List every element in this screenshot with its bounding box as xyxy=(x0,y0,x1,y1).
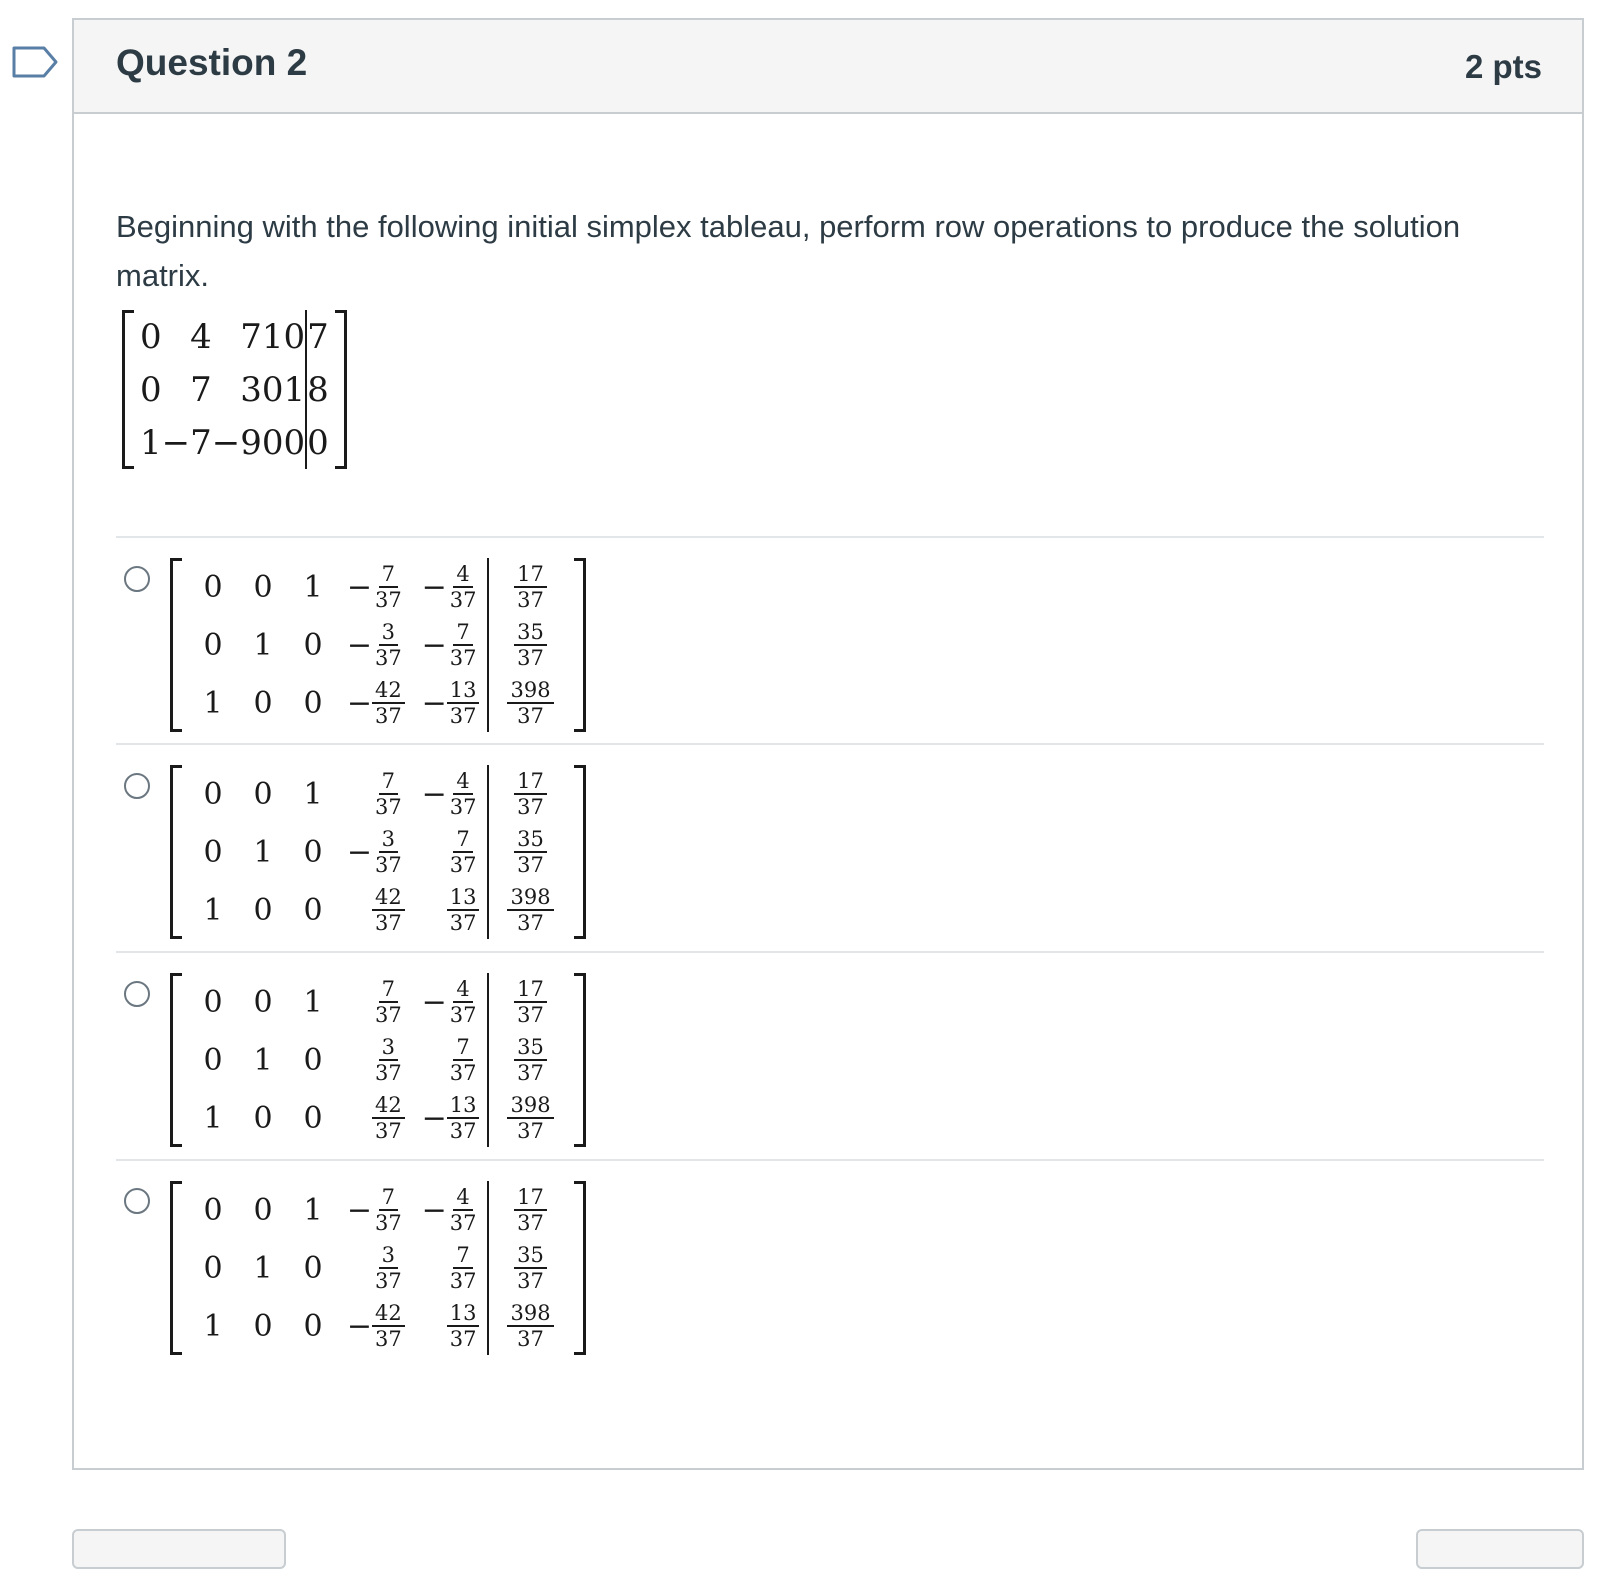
tableau-cell: 0 xyxy=(283,422,306,463)
answer-cell: 0 xyxy=(203,776,223,812)
answer-cell xyxy=(338,973,413,1031)
denominator: 37 xyxy=(449,911,477,935)
answer-cell: 1 xyxy=(203,892,223,928)
answer-row xyxy=(188,616,568,674)
question-header xyxy=(74,20,1582,114)
numerator: 398 xyxy=(507,885,553,911)
answer-cell xyxy=(338,1089,413,1147)
answer-cell: 0 xyxy=(303,892,323,928)
numerator: 3 xyxy=(379,1243,398,1269)
fraction xyxy=(514,1185,547,1235)
denominator: 37 xyxy=(449,1211,477,1235)
numerator: 7 xyxy=(453,620,472,646)
numerator: 398 xyxy=(507,678,553,704)
answer-cell: 1 xyxy=(253,1042,273,1078)
fraction xyxy=(372,620,405,670)
fraction xyxy=(372,769,405,819)
fraction xyxy=(372,678,405,728)
answer-cell xyxy=(413,1297,489,1355)
minus-sign: − xyxy=(421,627,447,663)
fraction xyxy=(447,1185,480,1235)
question-title: Question 2 xyxy=(116,42,308,83)
numerator: 17 xyxy=(514,769,547,795)
answer-cell: 0 xyxy=(253,984,273,1020)
fraction xyxy=(507,1301,553,1351)
numerator: 42 xyxy=(372,678,405,704)
answer-cell xyxy=(338,674,413,732)
answer-cell: 0 xyxy=(203,627,223,663)
answer-cell: 0 xyxy=(203,569,223,605)
answer-cell xyxy=(488,1031,567,1089)
minus-sign: − xyxy=(346,685,372,721)
answer-cell xyxy=(413,1031,489,1089)
answer-matrix-3 xyxy=(170,973,586,1147)
denominator: 37 xyxy=(375,1327,402,1351)
fraction xyxy=(372,1185,405,1235)
answer-cell xyxy=(488,616,567,674)
fraction xyxy=(514,562,547,612)
denominator: 37 xyxy=(517,1003,544,1027)
answer-cell xyxy=(488,1297,567,1355)
tableau-cell: 0 xyxy=(261,369,284,410)
answer-cell xyxy=(338,1297,413,1355)
numerator: 35 xyxy=(514,620,547,646)
fraction xyxy=(372,1093,405,1143)
answer-cell: 1 xyxy=(253,1250,273,1286)
fraction xyxy=(514,827,547,877)
answer-row xyxy=(188,1297,568,1355)
denominator: 37 xyxy=(517,1327,544,1351)
answer-cell xyxy=(488,1089,567,1147)
answer-cell xyxy=(338,881,413,939)
denominator: 37 xyxy=(517,1061,544,1085)
answer-matrix-4 xyxy=(170,1181,586,1355)
tableau-row xyxy=(140,416,329,469)
numerator: 398 xyxy=(507,1301,553,1327)
answer-cell: 0 xyxy=(253,1192,273,1228)
answer-cell: 0 xyxy=(303,834,323,870)
flag-question-icon[interactable] xyxy=(12,46,58,78)
answer-cell: 0 xyxy=(303,627,323,663)
answer-cell: 0 xyxy=(203,1250,223,1286)
denominator: 37 xyxy=(517,911,544,935)
question-prompt: Beginning with the following initial simplex tableau, perform row operations to produce the solution matrix. xyxy=(116,209,1461,293)
denominator: 37 xyxy=(517,704,544,728)
minus-sign: − xyxy=(346,1308,372,1344)
numerator: 7 xyxy=(453,1035,472,1061)
denominator: 37 xyxy=(449,795,477,819)
answer-cell: 1 xyxy=(303,1192,323,1228)
tableau-table xyxy=(140,310,329,469)
denominator: 37 xyxy=(449,1119,477,1143)
denominator: 37 xyxy=(517,1119,544,1143)
question-points: 2 pts xyxy=(1464,48,1542,85)
answer-cell: 0 xyxy=(253,776,273,812)
answer-divider xyxy=(116,743,1544,745)
tableau-cell: 7 xyxy=(240,316,262,357)
denominator: 37 xyxy=(375,704,402,728)
answer-cell xyxy=(413,1239,489,1297)
answer-cell xyxy=(488,558,567,616)
answer-cell xyxy=(338,765,413,823)
fraction xyxy=(372,885,405,935)
right-bracket xyxy=(574,558,586,732)
denominator: 37 xyxy=(375,1211,402,1235)
answer-radio-2[interactable] xyxy=(124,773,150,799)
answer-table xyxy=(188,973,568,1147)
answer-cell xyxy=(338,823,413,881)
tableau-row xyxy=(140,310,329,363)
numerator: 13 xyxy=(447,885,480,911)
answer-cell xyxy=(413,1181,489,1239)
answer-cell: 0 xyxy=(303,1250,323,1286)
answer-cell xyxy=(338,1239,413,1297)
tableau-cell: −9 xyxy=(211,422,262,463)
numerator: 17 xyxy=(514,977,547,1003)
answer-row xyxy=(188,765,568,823)
denominator: 37 xyxy=(375,1061,402,1085)
numerator: 13 xyxy=(447,678,480,704)
answer-cell: 1 xyxy=(203,1100,223,1136)
answer-table xyxy=(188,558,568,732)
answer-cell: 0 xyxy=(253,1100,273,1136)
minus-sign: − xyxy=(421,569,447,605)
fraction xyxy=(447,1093,480,1143)
left-bracket xyxy=(170,558,182,732)
fraction xyxy=(447,1301,480,1351)
previous-button[interactable] xyxy=(72,1529,286,1569)
numerator: 13 xyxy=(447,1093,480,1119)
right-bracket xyxy=(335,310,347,469)
denominator: 37 xyxy=(449,1061,477,1085)
left-bracket xyxy=(170,1181,182,1355)
answer-row xyxy=(188,1031,568,1089)
tableau-cell: 1 xyxy=(140,422,162,463)
answer-cell: 1 xyxy=(203,685,223,721)
tableau-cell: 1 xyxy=(283,369,306,410)
right-bracket xyxy=(574,1181,586,1355)
denominator: 37 xyxy=(449,853,477,877)
fraction xyxy=(447,678,480,728)
denominator: 37 xyxy=(517,588,544,612)
minus-sign: − xyxy=(346,569,372,605)
fraction xyxy=(372,1301,405,1351)
numerator: 4 xyxy=(453,562,472,588)
denominator: 37 xyxy=(375,853,402,877)
answer-table xyxy=(188,765,568,939)
numerator: 7 xyxy=(453,827,472,853)
answer-cell: 0 xyxy=(303,1308,323,1344)
tableau-row xyxy=(140,363,329,416)
fraction xyxy=(447,620,480,670)
fraction xyxy=(372,827,405,877)
answer-cell xyxy=(413,765,489,823)
minus-sign: − xyxy=(421,685,447,721)
numerator: 7 xyxy=(379,977,398,1003)
numerator: 17 xyxy=(514,1185,547,1211)
answer-radio-4[interactable] xyxy=(124,1188,150,1214)
answer-cell xyxy=(488,881,567,939)
fraction xyxy=(447,769,480,819)
right-bracket xyxy=(574,973,586,1147)
denominator: 37 xyxy=(449,704,477,728)
answer-cell: 0 xyxy=(303,1100,323,1136)
tableau-cell: 0 xyxy=(261,422,284,463)
minus-sign: − xyxy=(421,984,447,1020)
fraction xyxy=(447,1035,480,1085)
fraction xyxy=(514,977,547,1027)
numerator: 7 xyxy=(453,1243,472,1269)
numerator: 7 xyxy=(379,562,398,588)
fraction xyxy=(514,1035,547,1085)
numerator: 4 xyxy=(453,977,472,1003)
answer-cell: 0 xyxy=(203,1042,223,1078)
tableau-cell: 0 xyxy=(306,416,329,469)
answer-cell xyxy=(413,973,489,1031)
numerator: 13 xyxy=(447,1301,480,1327)
fraction xyxy=(447,977,480,1027)
answer-cell xyxy=(488,1239,567,1297)
answer-cell: 0 xyxy=(203,984,223,1020)
denominator: 37 xyxy=(375,1003,402,1027)
left-bracket xyxy=(122,310,134,469)
answer-cell: 0 xyxy=(253,569,273,605)
left-bracket xyxy=(170,765,182,939)
numerator: 35 xyxy=(514,1035,547,1061)
answer-row xyxy=(188,1181,568,1239)
answer-cell xyxy=(413,674,489,732)
numerator: 398 xyxy=(507,1093,553,1119)
answer-cell xyxy=(338,1031,413,1089)
fraction xyxy=(372,977,405,1027)
minus-sign: − xyxy=(346,834,372,870)
numerator: 35 xyxy=(514,1243,547,1269)
answer-row xyxy=(188,674,568,732)
tableau-cell: 0 xyxy=(140,316,162,357)
numerator: 3 xyxy=(379,1035,398,1061)
answer-cell: 1 xyxy=(303,984,323,1020)
answer-cell: 0 xyxy=(203,1192,223,1228)
numerator: 4 xyxy=(453,1185,472,1211)
answer-row xyxy=(188,1239,568,1297)
answer-cell: 0 xyxy=(253,1308,273,1344)
denominator: 37 xyxy=(375,1269,402,1293)
answer-cell xyxy=(488,973,567,1031)
denominator: 37 xyxy=(375,588,402,612)
numerator: 35 xyxy=(514,827,547,853)
minus-sign: − xyxy=(346,1192,372,1228)
minus-sign: − xyxy=(346,627,372,663)
next-button[interactable] xyxy=(1416,1529,1584,1569)
denominator: 37 xyxy=(449,1327,477,1351)
answer-cell: 1 xyxy=(253,834,273,870)
denominator: 37 xyxy=(449,1003,477,1027)
fraction xyxy=(447,1243,480,1293)
tableau-cell: 0 xyxy=(140,369,162,410)
fraction xyxy=(372,1035,405,1085)
numerator: 42 xyxy=(372,1093,405,1119)
answer-cell xyxy=(413,881,489,939)
numerator: 42 xyxy=(372,1301,405,1327)
answer-cell xyxy=(413,616,489,674)
denominator: 37 xyxy=(517,646,544,670)
fraction xyxy=(507,1093,553,1143)
answer-cell xyxy=(338,616,413,674)
answer-row xyxy=(188,823,568,881)
answer-cell: 0 xyxy=(303,685,323,721)
answer-cell: 0 xyxy=(303,1042,323,1078)
answer-cell: 0 xyxy=(253,892,273,928)
tableau-cell: 3 xyxy=(240,369,262,410)
answer-divider xyxy=(116,536,1544,538)
denominator: 37 xyxy=(375,646,402,670)
answer-cell: 0 xyxy=(253,685,273,721)
answer-cell xyxy=(338,1181,413,1239)
denominator: 37 xyxy=(449,588,477,612)
tableau-cell: 8 xyxy=(306,363,329,416)
answer-cell: 1 xyxy=(303,569,323,605)
fraction xyxy=(447,827,480,877)
answer-radio-3[interactable] xyxy=(124,981,150,1007)
answer-cell xyxy=(413,558,489,616)
minus-sign: − xyxy=(421,776,447,812)
tableau-cell: 4 xyxy=(190,316,212,357)
numerator: 4 xyxy=(453,769,472,795)
numerator: 3 xyxy=(379,827,398,853)
answer-cell xyxy=(488,674,567,732)
numerator: 17 xyxy=(514,562,547,588)
answer-row xyxy=(188,558,568,616)
denominator: 37 xyxy=(449,646,477,670)
answer-table xyxy=(188,1181,568,1355)
minus-sign: − xyxy=(421,1100,447,1136)
answer-cell: 0 xyxy=(203,834,223,870)
answer-row xyxy=(188,973,568,1031)
fraction xyxy=(507,885,553,935)
answer-divider xyxy=(116,951,1544,953)
answer-divider xyxy=(116,1159,1544,1161)
answer-cell xyxy=(338,558,413,616)
answer-cell: 1 xyxy=(253,627,273,663)
denominator: 37 xyxy=(375,795,402,819)
tableau-cell: 1 xyxy=(261,316,284,357)
denominator: 37 xyxy=(517,853,544,877)
denominator: 37 xyxy=(517,795,544,819)
answer-cell xyxy=(488,765,567,823)
denominator: 37 xyxy=(517,1269,544,1293)
answer-cell xyxy=(413,823,489,881)
fraction xyxy=(372,562,405,612)
fraction xyxy=(372,1243,405,1293)
numerator: 42 xyxy=(372,885,405,911)
left-bracket xyxy=(170,973,182,1147)
fraction xyxy=(514,769,547,819)
numerator: 3 xyxy=(379,620,398,646)
answer-cell xyxy=(413,1089,489,1147)
right-bracket xyxy=(574,765,586,939)
initial-tableau xyxy=(122,310,347,469)
fraction xyxy=(514,1243,547,1293)
denominator: 37 xyxy=(375,911,402,935)
answer-cell xyxy=(488,823,567,881)
fraction xyxy=(447,562,480,612)
fraction xyxy=(514,620,547,670)
fraction xyxy=(507,678,553,728)
question-card xyxy=(72,18,1584,1470)
numerator: 7 xyxy=(379,1185,398,1211)
fraction xyxy=(447,885,480,935)
tableau-cell: 7 xyxy=(306,310,329,363)
answer-radio-1[interactable] xyxy=(124,566,150,592)
answer-row xyxy=(188,1089,568,1147)
answer-matrix-1 xyxy=(170,558,586,732)
tableau-cell: 0 xyxy=(283,316,306,357)
minus-sign: − xyxy=(421,1192,447,1228)
answer-cell: 1 xyxy=(203,1308,223,1344)
numerator: 7 xyxy=(379,769,398,795)
tableau-cell: −7 xyxy=(161,422,212,463)
answer-cell xyxy=(488,1181,567,1239)
denominator: 37 xyxy=(375,1119,402,1143)
denominator: 37 xyxy=(449,1269,477,1293)
tableau-cell: 7 xyxy=(190,369,212,410)
denominator: 37 xyxy=(517,1211,544,1235)
answer-matrix-2 xyxy=(170,765,586,939)
answer-cell: 1 xyxy=(303,776,323,812)
answer-row xyxy=(188,881,568,939)
